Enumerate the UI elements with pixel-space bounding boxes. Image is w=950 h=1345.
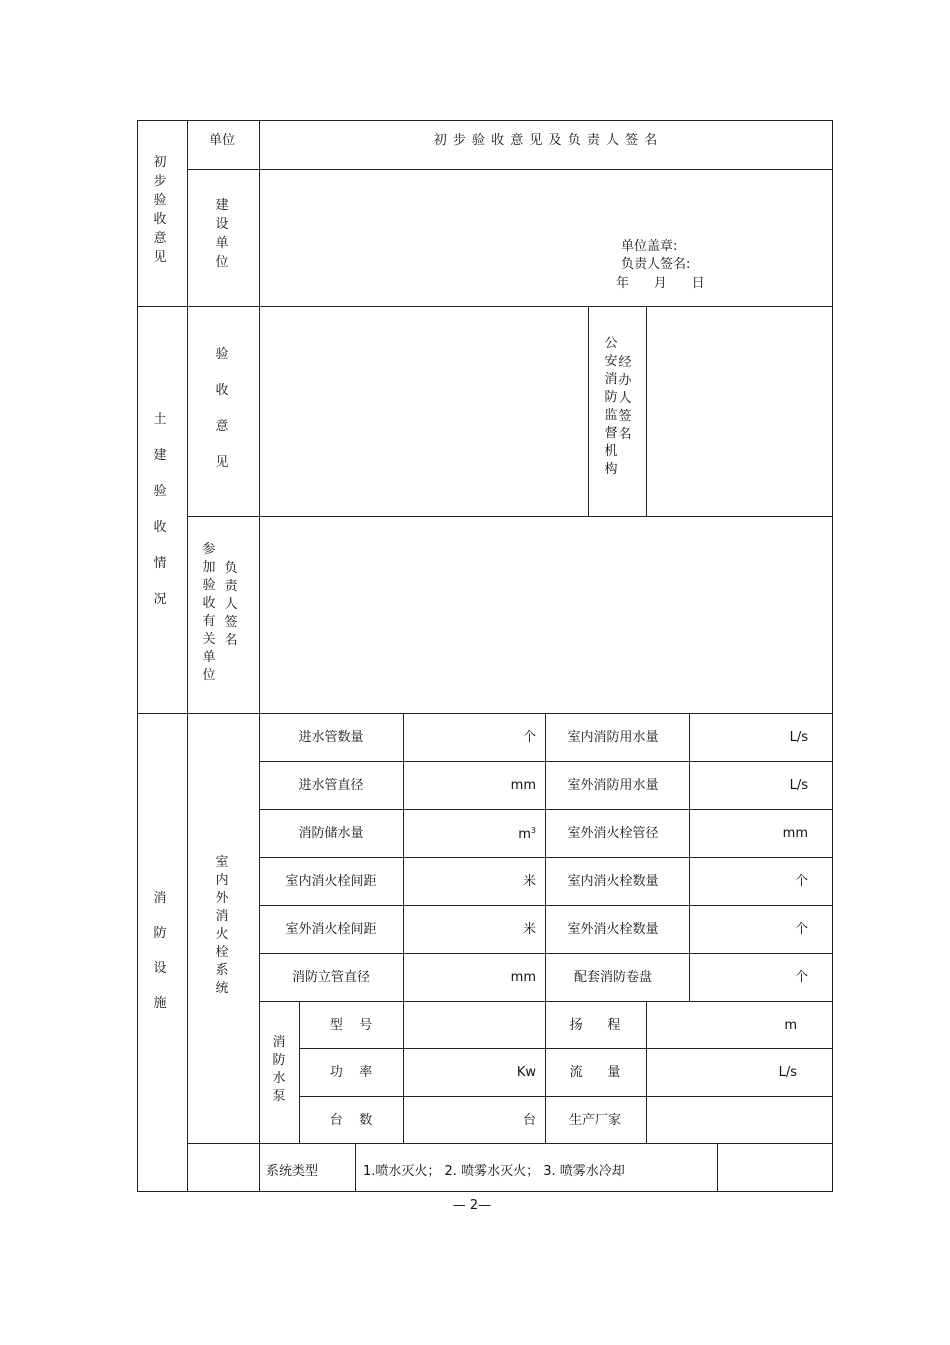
pump-row-right-unit: m — [784, 1018, 797, 1033]
label-char: 签 — [618, 409, 632, 424]
label-char: 监 — [604, 408, 618, 423]
row-left-unit: mm — [510, 778, 536, 793]
label-char: 加 — [202, 560, 216, 575]
label-char: 人 — [224, 597, 238, 612]
label-char: 责 — [224, 579, 238, 594]
label-char: 室 — [215, 855, 229, 870]
row-left-label: 消防储水量 — [298, 826, 364, 841]
label-char: 位 — [215, 255, 229, 270]
label-char: 意 — [215, 419, 229, 434]
date-label: 年 月 日 — [616, 276, 705, 291]
label-char: 名 — [224, 633, 238, 648]
label-char: 构 — [604, 462, 618, 477]
label-char: 火 — [215, 927, 229, 942]
label-char: 单 — [215, 236, 229, 251]
label-char: 消 — [153, 891, 167, 906]
label-char: 泵 — [272, 1089, 286, 1104]
label-char: 督 — [604, 426, 618, 441]
unit-header: 单位 — [208, 133, 236, 148]
label-char: 统 — [215, 981, 229, 996]
label-char: 设 — [215, 217, 229, 232]
label-char: 收 — [202, 596, 216, 611]
row-right-label: 室内消火栓数量 — [567, 874, 659, 889]
row-left-unit: mm — [510, 970, 536, 985]
page-number: — 2— — [452, 1198, 492, 1213]
label-char: 公 — [604, 336, 618, 351]
pump-row-label: 台 数 — [329, 1113, 373, 1128]
label-char: 设 — [153, 961, 167, 976]
label-char: 系 — [215, 963, 229, 978]
label-char: 施 — [153, 996, 167, 1011]
row-right-label: 室外消防用水量 — [567, 778, 659, 793]
system-type-label: 系统类型 — [266, 1164, 319, 1179]
signer-label: 负责人签名: — [621, 257, 691, 272]
pump-row-label: 型 号 — [329, 1018, 373, 1033]
label-char: 步 — [153, 174, 167, 189]
main-header: 初 步 验 收 意 见 及 负 责 人 签 名 — [433, 133, 659, 148]
label-char: 名 — [618, 427, 632, 442]
label-char: 人 — [618, 391, 632, 406]
pump-row-right-label: 流 量 — [569, 1065, 621, 1080]
row-left-unit: 米 — [522, 922, 536, 937]
label-char: 防 — [153, 926, 167, 941]
label-char: 验 — [202, 578, 216, 593]
police-signer-label — [618, 356, 631, 441]
police-org-label — [604, 337, 617, 476]
label-char: 有 — [202, 614, 216, 629]
label-char: 收 — [215, 383, 229, 398]
row-right-unit: 个 — [794, 922, 808, 937]
label-char: 单 — [202, 650, 216, 665]
row-right-unit: L/s — [789, 730, 808, 745]
label-char: 验 — [153, 484, 167, 499]
row-left-unit: $m^3$ — [518, 826, 536, 842]
row-left-label: 进水管数量 — [298, 730, 364, 745]
label-char: 验 — [215, 347, 229, 362]
row-left-label: 室内消火栓间距 — [285, 874, 377, 889]
row-right-label: 配套消防卷盘 — [573, 970, 653, 985]
opinion-label — [215, 348, 228, 469]
label-char: 土 — [153, 412, 167, 427]
row-right-label: 室外消火栓数量 — [567, 922, 659, 937]
pump-row-label: 功 率 — [329, 1065, 373, 1080]
builder-label — [215, 199, 228, 269]
row-left-unit: 米 — [522, 874, 536, 889]
label-char: 机 — [604, 444, 618, 459]
label-char: 消 — [604, 372, 618, 387]
label-char: 签 — [224, 615, 238, 630]
pump-row-right-label: 扬 程 — [569, 1018, 621, 1033]
hydrant-system-label — [215, 856, 228, 995]
row-right-label: 室内消防用水量 — [567, 730, 659, 745]
label-char: 外 — [215, 891, 229, 906]
participants-signer-label — [224, 562, 237, 647]
stamp-label: 单位盖章: — [621, 239, 678, 254]
label-char: 栓 — [215, 945, 229, 960]
label-char: 防 — [604, 390, 618, 405]
pump-row-right-label: 生产厂家 — [568, 1113, 622, 1128]
pump-label — [272, 1036, 285, 1103]
row-left-label: 室外消火栓间距 — [285, 922, 377, 937]
label-char: 内 — [215, 873, 229, 888]
label-char: 况 — [153, 592, 167, 607]
row-right-unit: mm — [782, 826, 808, 841]
pump-row-unit: Kw — [516, 1065, 536, 1080]
row-right-unit: 个 — [794, 970, 808, 985]
label-char: 参 — [202, 542, 216, 557]
label-char: 水 — [272, 1071, 286, 1086]
label-char: 收 — [153, 520, 167, 535]
label-char: 见 — [153, 250, 167, 265]
label-char: 防 — [272, 1053, 286, 1068]
section3-side-label — [153, 892, 166, 1010]
section2-side-label — [153, 413, 166, 606]
pump-row-right-unit: L/s — [778, 1065, 797, 1080]
row-left-label: 消防立管直径 — [291, 970, 371, 985]
row-left-unit: 个 — [522, 730, 536, 745]
label-char: 情 — [153, 556, 167, 571]
label-char: 意 — [153, 231, 167, 246]
unit-superscript: 3 — [530, 826, 536, 835]
label-char: 安 — [604, 354, 618, 369]
label-char: 建 — [153, 448, 167, 463]
pump-row-unit: 台 — [522, 1113, 536, 1128]
system-type-value: 1.喷水灭火； 2. 喷雾水灭火； 3. 喷雾水冷却 — [363, 1164, 625, 1179]
label-char: 收 — [153, 212, 167, 227]
label-char: 验 — [153, 193, 167, 208]
label-char: 负 — [224, 561, 238, 576]
label-char: 初 — [153, 155, 167, 170]
label-char: 办 — [618, 373, 632, 388]
label-char: 经 — [618, 355, 632, 370]
row-right-unit: 个 — [794, 874, 808, 889]
label-char: 消 — [272, 1035, 286, 1050]
row-right-unit: L/s — [789, 778, 808, 793]
row-right-label: 室外消火栓管径 — [567, 826, 659, 841]
label-char: 消 — [215, 909, 229, 924]
participants-label — [202, 543, 215, 682]
section1-side-label — [153, 156, 166, 264]
label-char: 建 — [215, 198, 229, 213]
label-char: 关 — [202, 632, 216, 647]
label-char: 见 — [215, 455, 229, 470]
row-left-label: 进水管直径 — [298, 778, 364, 793]
label-char: 位 — [202, 668, 216, 683]
